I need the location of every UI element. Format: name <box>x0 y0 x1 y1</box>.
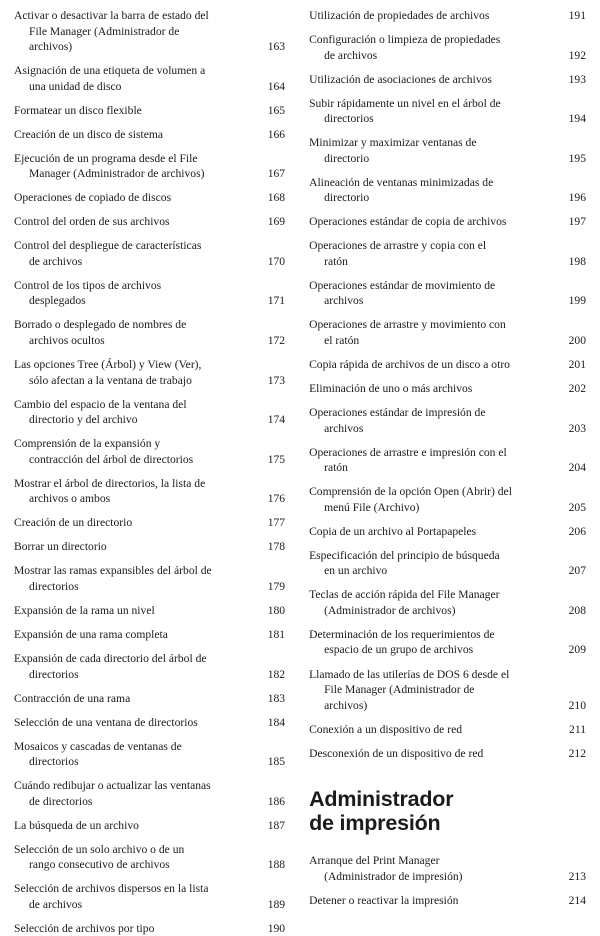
toc-entry-line: Operaciones de arrastre y copia con el <box>309 239 487 253</box>
toc-entry-line: de archivos <box>29 254 83 268</box>
toc-entry[interactable] <box>309 135 586 166</box>
toc-entry-line: Expansión de la rama un nivel <box>14 603 155 617</box>
toc-entry-line: Creación de un directorio <box>14 516 133 530</box>
toc-entry-title <box>14 603 255 619</box>
toc-entry[interactable] <box>14 739 285 770</box>
toc-entry-line: rango consecutivo de archivos <box>29 858 170 872</box>
toc-entry[interactable] <box>309 317 586 348</box>
toc-entry-title <box>14 476 255 507</box>
toc-entry-title <box>309 587 556 618</box>
toc-entry-title <box>14 151 255 182</box>
toc-entry-page-number: 209 <box>568 643 586 657</box>
toc-entry[interactable] <box>14 238 285 269</box>
toc-entry-title <box>309 484 556 515</box>
toc-entry-line: La búsqueda de un archivo <box>14 818 139 832</box>
toc-entry-page-number: 194 <box>568 112 586 126</box>
toc-entry[interactable] <box>14 190 285 206</box>
toc-entry-title <box>14 778 255 809</box>
toc-entry[interactable] <box>309 853 586 884</box>
toc-entry-title <box>14 842 255 873</box>
toc-entry-line: directorios <box>29 667 79 681</box>
toc-entry-line: Operaciones estándar de copia de archivos <box>309 215 507 229</box>
toc-entry-line: Operaciones de copiado de discos <box>14 191 172 205</box>
toc-entry-page-number: 188 <box>267 858 286 872</box>
toc-entry-title <box>309 96 556 127</box>
toc-entry-line: Mosaicos y cascadas de ventanas de <box>14 739 182 753</box>
toc-entry-line: Subir rápidamente un nivel en el árbol de <box>309 96 501 110</box>
toc-entry-page-number: 205 <box>568 500 586 514</box>
toc-entry[interactable] <box>14 842 285 873</box>
toc-entry-page-number: 182 <box>267 667 286 681</box>
toc-entry-title <box>309 317 556 348</box>
toc-entry-line: Selección de una ventana de directorios <box>14 715 198 729</box>
toc-entry-line: Expansión de una rama completa <box>14 627 168 641</box>
toc-entry-line: Copia de un archivo al Portapapeles <box>309 524 477 538</box>
toc-entry[interactable] <box>14 603 285 619</box>
toc-entry-line: Mostrar las ramas expansibles del árbol de <box>14 564 212 578</box>
toc-entry-line: Creación de un disco de sistema <box>14 127 164 141</box>
toc-entry[interactable] <box>14 691 285 707</box>
toc-entry[interactable] <box>309 175 586 206</box>
toc-entry-line: Desconexión de un dispositivo de red <box>309 746 484 760</box>
toc-entry[interactable] <box>14 778 285 809</box>
toc-entry-page-number: 169 <box>267 215 286 229</box>
toc-entry-title <box>309 627 556 658</box>
toc-entry-line: Comprensión de la expansión y <box>14 437 161 451</box>
toc-entry-title <box>309 405 556 436</box>
toc-entry[interactable] <box>14 317 285 348</box>
toc-entry-line: Utilización de asociaciones de archivos <box>309 72 492 86</box>
toc-entry-line: directorio <box>324 191 370 205</box>
toc-entry-line: directorio <box>324 151 370 165</box>
toc-entry[interactable] <box>309 238 586 269</box>
toc-entry-page-number: 185 <box>267 755 286 769</box>
toc-entry-page-number: 201 <box>568 358 586 372</box>
toc-entry-title <box>309 445 556 476</box>
toc-entry-title <box>14 238 255 269</box>
toc-entry-page-number: 172 <box>267 334 286 347</box>
toc-entry-page-number: 177 <box>267 516 286 530</box>
toc-entry-page-number: 163 <box>267 40 286 54</box>
toc-entry-title <box>14 8 255 55</box>
toc-entry-page-number: 166 <box>267 127 286 141</box>
toc-entry-title <box>14 190 255 206</box>
toc-entry[interactable] <box>309 357 586 373</box>
toc-entry-page-number: 164 <box>267 79 286 93</box>
toc-entry-title <box>14 357 255 388</box>
toc-entry-line: Conexión a un dispositivo de red <box>309 722 463 736</box>
toc-entry[interactable] <box>309 667 586 714</box>
toc-entry-line: Teclas de acción rápida del File Manager <box>309 588 500 602</box>
toc-entry-line: Ejecución de un programa desde el File <box>14 151 198 165</box>
toc-entry-page-number: 174 <box>267 413 286 427</box>
toc-entry-line: Alineación de ventanas minimizadas de <box>309 175 494 189</box>
toc-entry-line: de archivos <box>29 897 83 911</box>
toc-entry-page-number: 203 <box>568 421 586 435</box>
toc-entry-page-number: 207 <box>568 564 586 578</box>
toc-entry-line: Determinación de los requerimientos de <box>309 627 495 641</box>
toc-entry-line: File Manager (Administrador de <box>324 683 475 697</box>
toc-entry[interactable] <box>309 32 586 63</box>
toc-entry-line: Selección de archivos dispersos en la lista <box>14 882 209 896</box>
toc-entry[interactable] <box>14 214 285 230</box>
section-heading <box>309 787 586 835</box>
toc-entry-title <box>14 691 255 707</box>
toc-entry-page-number: 178 <box>267 540 286 554</box>
toc-entry[interactable] <box>309 484 586 515</box>
toc-entry-title <box>14 397 255 428</box>
toc-entry-line: directorio y del archivo <box>29 413 138 427</box>
toc-entry-title <box>309 175 556 206</box>
toc-entry-title <box>14 214 255 230</box>
toc-entry-line: Formatear un disco flexible <box>14 103 142 117</box>
toc-entry[interactable] <box>14 8 285 55</box>
toc-entry-line: Eliminación de uno o más archivos <box>309 382 473 396</box>
toc-entry[interactable] <box>14 627 285 643</box>
toc-entry-page-number: 198 <box>568 254 586 268</box>
toc-entry-title <box>309 524 556 540</box>
toc-entry-line: directorios <box>324 112 374 126</box>
toc-entry[interactable] <box>14 278 285 309</box>
toc-entry-title <box>14 563 255 594</box>
toc-entry-line: File Manager (Administrador de <box>29 24 180 38</box>
toc-entry-page-number: 195 <box>568 151 586 165</box>
toc-entry-page-number: 189 <box>267 897 286 911</box>
toc-entry-page-number: 168 <box>267 191 286 205</box>
toc-entry-line: archivos <box>324 421 364 435</box>
toc-entry-line: Copia rápida de archivos de un disco a otro <box>309 358 510 372</box>
toc-entry-title <box>14 317 255 348</box>
toc-entry[interactable] <box>14 476 285 507</box>
toc-entry[interactable] <box>14 818 285 834</box>
toc-entry-line: Manager (Administrador de archivos) <box>29 167 205 181</box>
toc-entry-line: Arranque del Print Manager <box>309 854 440 868</box>
toc-entry-line: Llamado de las utilerías de DOS 6 desde el <box>309 667 510 681</box>
toc-entry[interactable] <box>14 436 285 467</box>
toc-entry-page-number: 214 <box>568 893 586 907</box>
toc-entry[interactable] <box>309 587 586 618</box>
toc-entry-title <box>14 818 255 834</box>
toc-entry-title <box>309 238 556 269</box>
toc-entry-page-number: 206 <box>568 524 586 538</box>
toc-entry[interactable] <box>14 881 285 912</box>
toc-entry-page-number: 173 <box>267 373 286 387</box>
toc-entry[interactable] <box>14 357 285 388</box>
toc-entry-page-number: 197 <box>568 215 586 229</box>
toc-entry-line: sólo afectan a la ventana de trabajo <box>29 373 192 387</box>
toc-entry-page-number: 176 <box>267 492 286 506</box>
toc-entry-page-number: 212 <box>568 746 586 760</box>
toc-entry[interactable] <box>14 651 285 682</box>
toc-entry-page-number: 213 <box>568 869 586 883</box>
toc-entry-page-number: 199 <box>568 294 586 308</box>
toc-entry-page-number: 170 <box>267 254 286 268</box>
toc-entry-page-number: 190 <box>267 921 286 935</box>
toc-entry-title <box>14 739 255 770</box>
toc-entry-page-number: 202 <box>568 382 586 396</box>
toc-entry[interactable] <box>309 445 586 476</box>
toc-entry[interactable] <box>14 63 285 94</box>
toc-entry-line: ratón <box>324 461 348 475</box>
toc-entry-page-number: 171 <box>267 294 286 308</box>
toc-entry-page-number: 186 <box>267 794 286 808</box>
toc-entry-title <box>14 278 255 309</box>
toc-entry-line: Control del orden de sus archivos <box>14 215 170 229</box>
toc-entry-page-number: 196 <box>568 191 586 205</box>
toc-entry[interactable] <box>14 397 285 428</box>
toc-entry[interactable] <box>309 214 586 230</box>
toc-entry[interactable] <box>14 921 285 936</box>
toc-entry-page-number: 181 <box>267 627 286 641</box>
toc-entry-title <box>309 893 556 909</box>
toc-entry-title <box>309 746 556 762</box>
toc-entry-title <box>14 63 255 94</box>
toc-entry-line: menú File (Archivo) <box>324 500 420 514</box>
toc-entry[interactable] <box>309 746 586 762</box>
toc-entry-line: Control del despliegue de características <box>14 239 202 253</box>
toc-entry-line: Operaciones estándar de impresión de <box>309 406 486 420</box>
toc-entry-line: Operaciones de arrastre e impresión con el <box>309 445 507 459</box>
toc-entry-title <box>309 278 556 309</box>
toc-entry-line: Operaciones estándar de movimiento de <box>309 278 496 292</box>
toc-entry[interactable] <box>309 72 586 88</box>
toc-entry-title <box>309 548 556 579</box>
toc-entry[interactable] <box>14 151 285 182</box>
toc-entry-title <box>14 103 255 119</box>
toc-entry-line: Operaciones de arrastre y movimiento con <box>309 318 506 332</box>
toc-entry[interactable] <box>14 715 285 731</box>
toc-entry-title <box>309 667 556 714</box>
toc-entry-title <box>309 853 556 884</box>
toc-entry-line: en un archivo <box>324 564 388 578</box>
toc-entry-line: archivos o ambos <box>29 492 111 506</box>
toc-entry-line: (Administrador de impresión) <box>324 869 463 883</box>
toc-entry-line: archivos <box>324 294 364 308</box>
toc-entry-page-number: 210 <box>568 698 586 712</box>
toc-entry-line: Asignación de una etiqueta de volumen a <box>14 64 206 78</box>
toc-entry-line: Selección de archivos por tipo <box>14 921 155 935</box>
toc-entry-line: de directorios <box>29 794 93 808</box>
toc-entry[interactable] <box>14 539 285 555</box>
toc-entry[interactable] <box>309 722 586 738</box>
toc-entry-title <box>309 8 556 24</box>
toc-entry-line: (Administrador de archivos) <box>324 603 456 617</box>
toc-entry-line: Especificación del principio de búsqueda <box>309 548 500 562</box>
section-heading-line2: de impresión <box>309 811 441 836</box>
toc-entry-page-number: 193 <box>568 72 586 86</box>
toc-entry-line: espacio de un grupo de archivos <box>324 643 474 657</box>
toc-entry-line: Cambio del espacio de la ventana del <box>14 397 187 411</box>
toc-entry-title <box>309 32 556 63</box>
toc-entry-page-number: 167 <box>267 167 286 181</box>
toc-entry[interactable] <box>309 405 586 436</box>
toc-entry-page-number: 184 <box>267 715 286 729</box>
toc-entry-line: Cuándo redibujar o actualizar las ventanas <box>14 779 211 793</box>
toc-entry-page-number: 192 <box>568 48 586 62</box>
toc-entry-line: Mostrar el árbol de directorios, la lista de <box>14 476 206 490</box>
toc-entry-line: Comprensión de la opción Open (Abrir) del <box>309 485 512 499</box>
toc-entry-line: Configuración o limpieza de propiedades <box>309 33 501 47</box>
toc-entry[interactable] <box>309 381 586 397</box>
toc-entry-title <box>309 214 556 230</box>
toc-entry-page-number: 208 <box>568 603 586 617</box>
toc-entry[interactable] <box>14 563 285 594</box>
section-heading-line1: Administrador <box>309 787 454 812</box>
toc-entry-page-number: 191 <box>568 9 586 22</box>
toc-entry-line: Borrado o desplegado de nombres de <box>14 318 187 332</box>
toc-entry[interactable] <box>309 627 586 658</box>
toc-entry-page-number: 187 <box>267 818 286 832</box>
toc-entry-page-number: 165 <box>267 103 286 117</box>
toc-entry-line: archivos) <box>324 698 368 712</box>
toc-entry-title <box>309 722 556 738</box>
toc-entry-line: archivos) <box>29 40 73 54</box>
toc-entry-title <box>14 715 255 731</box>
toc-entry-title <box>14 881 255 912</box>
toc-entry[interactable] <box>309 96 586 127</box>
toc-entry-title <box>309 357 556 373</box>
toc-entry-line: Activar o desactivar la barra de estado del <box>14 9 209 22</box>
toc-entry-page-number: 204 <box>568 461 586 475</box>
toc-entry-line: Control de los tipos de archivos <box>14 278 162 292</box>
toc-entry-title <box>14 515 255 531</box>
toc-entry-title <box>14 539 255 555</box>
toc-entry[interactable] <box>309 524 586 540</box>
toc-entry-title <box>14 921 255 936</box>
toc-entry[interactable] <box>309 8 586 24</box>
toc-entry-title <box>14 436 255 467</box>
toc-entry-line: una unidad de disco <box>29 79 122 93</box>
toc-entry-page-number: 175 <box>267 452 286 466</box>
toc-entry-page-number: 179 <box>267 579 286 593</box>
toc-entry-line: Expansión de cada directorio del árbol de <box>14 651 207 665</box>
toc-entry-line: Selección de un solo archivo o de un <box>14 842 185 856</box>
toc-entry[interactable] <box>309 893 586 909</box>
toc-entry-line: ratón <box>324 254 348 268</box>
toc-left-column <box>14 8 293 935</box>
toc-entry[interactable] <box>14 103 285 119</box>
toc-entry-line: archivos ocultos <box>29 334 105 347</box>
toc-entry-line: Contracción de una rama <box>14 691 131 705</box>
toc-entry[interactable] <box>14 515 285 531</box>
toc-entry-title <box>309 381 556 397</box>
toc-entry-page-number: 183 <box>267 691 286 705</box>
toc-entry-line: Minimizar y maximizar ventanas de <box>309 136 477 150</box>
toc-entry-line: Las opciones Tree (Árbol) y View (Ver), <box>14 358 202 372</box>
toc-entry-line: desplegados <box>29 294 86 308</box>
toc-entry-line: directorios <box>29 579 79 593</box>
toc-entry-line: Detener o reactivar la impresión <box>309 893 459 907</box>
toc-entry-title <box>14 127 255 143</box>
toc-entry-title <box>14 627 255 643</box>
toc-entry-line: de archivos <box>324 48 378 62</box>
toc-entry-line: Borrar un directorio <box>14 540 107 554</box>
toc-entry-title <box>309 72 556 88</box>
toc-entry-line: Utilización de propiedades de archivos <box>309 9 490 22</box>
toc-right-column <box>293 8 586 907</box>
toc-entry-line: el ratón <box>324 334 360 347</box>
toc-entry-line: contracción del árbol de directorios <box>29 452 194 466</box>
toc-entry-title <box>14 651 255 682</box>
toc-entry-page-number: 200 <box>568 334 586 347</box>
toc-entry-page-number: 180 <box>267 603 286 617</box>
toc-entry-title <box>309 135 556 166</box>
toc-entry[interactable] <box>309 548 586 579</box>
toc-entry[interactable] <box>309 278 586 309</box>
toc-entry-page-number: 211 <box>569 722 586 736</box>
toc-entry[interactable] <box>14 127 285 143</box>
toc-entry-line: directorios <box>29 755 79 769</box>
